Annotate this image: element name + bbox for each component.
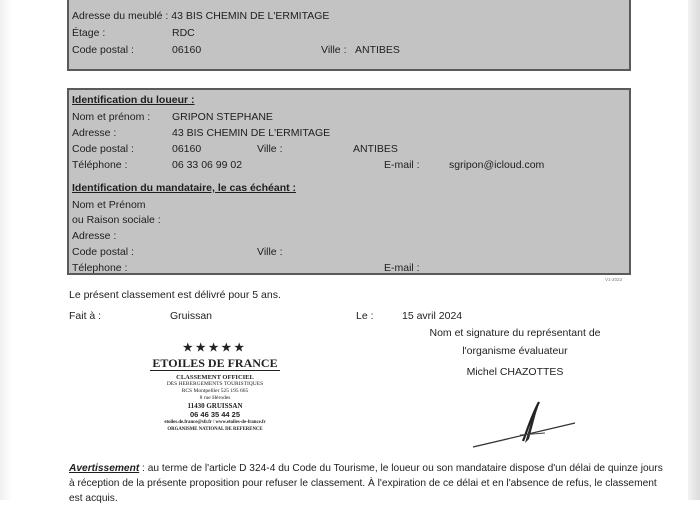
loueur-nom-value: GRIPON STEPHANE [172, 111, 273, 123]
etage-label: Étage : [72, 27, 106, 39]
date-value: 15 avril 2024 [402, 310, 463, 322]
stamp-line5: 11430 GRUISSAN [187, 402, 243, 410]
evaluator-name: Michel CHAZOTTES [466, 366, 564, 378]
loueur-ville-value: ANTIBES [353, 143, 398, 155]
le-label: Le : [356, 310, 374, 322]
mandataire-email-label: E-mail : [384, 262, 420, 274]
loueur-ville-label: Ville : [257, 143, 283, 155]
mandataire-telephone-label: Télephone : [72, 262, 128, 274]
loueur-adresse-value: 43 BIS CHEMIN DE L'ERMITAGE [172, 127, 331, 139]
ville-label: Ville : [321, 44, 347, 56]
stamp-line2: DES HEBERGEMENTS TOURISTIQUES [166, 381, 264, 387]
stamp-brand: ETOILES DE FRANCE [152, 356, 278, 370]
stamp-footer: ORGANISME NATIONAL DE REFERENCE [167, 427, 263, 432]
version-label: V1-2023 [605, 277, 623, 282]
warning-text: : au terme de l'article D 324-4 du Code du Tourisme, le loueur ou son mandataire dispose d'un délai de quinze jours à réception de la présente proposition pour refuser le classement. À l'expiration de ce délai et en l'absence de refus, le classement est acquis. [69, 463, 663, 504]
etoiles-de-france-stamp [140, 343, 290, 433]
mandataire-code-postal-label: Code postal : [72, 246, 134, 258]
warning-label: Avertissement [69, 463, 140, 474]
etage-value: RDC [172, 27, 195, 39]
code-postal-label: Code postal : [72, 44, 134, 56]
warning-paragraph [69, 461, 669, 506]
mandataire-nom-label-1: Nom et Prénom [72, 199, 146, 211]
adresse-meuble-value: 43 BIS CHEMIN DE L'ERMITAGE [171, 10, 330, 22]
stamp-phone: 06 46 35 44 25 [189, 410, 241, 419]
loueur-heading: Identification du loueur : [72, 94, 195, 106]
adresse-meuble-row [72, 10, 329, 22]
adresse-meuble-label: Adresse du meublé : [72, 10, 169, 22]
loueur-code-postal-value: 06160 [172, 143, 202, 155]
fait-a-value: Gruissan [170, 310, 213, 322]
signature-icon [465, 395, 615, 455]
scrollbar[interactable] [688, 0, 700, 500]
loueur-telephone-label: Téléphone : [72, 159, 128, 171]
fait-a-label: Fait à : [69, 310, 102, 322]
page-left-edge [0, 0, 12, 500]
loueur-nom-label: Nom et prénom : [72, 111, 151, 123]
stamp-line1: CLASSEMENT OFFICIEL [176, 374, 254, 381]
mandataire-nom-label-2: ou Raison sociale : [72, 214, 161, 226]
identification-section [67, 88, 631, 275]
loueur-telephone-value: 06 33 06 99 02 [172, 159, 243, 171]
ville-value: ANTIBES [355, 44, 400, 56]
logement-section [67, 0, 631, 71]
signature-caption-line1: Nom et signature du représentant de [429, 327, 601, 339]
stamp-line4: 8 rue Hérodes [199, 395, 231, 401]
stars-icon: ★★★★★ [182, 342, 248, 354]
loueur-code-postal-label: Code postal : [72, 143, 134, 155]
loueur-adresse-label: Adresse : [72, 127, 117, 139]
signature-caption-line2: l'organisme évaluateur [462, 345, 568, 357]
loueur-email-label: E-mail : [384, 159, 420, 171]
loueur-email-value: sgripon@icloud.com [449, 159, 545, 171]
stamp-line3: RCS Montpellier 525 195 665 [181, 388, 249, 394]
code-postal-value: 06160 [172, 44, 202, 56]
mandataire-adresse-label: Adresse : [72, 230, 117, 242]
mandataire-heading: Identification du mandataire, le cas échéant : [72, 182, 297, 194]
validity-text: Le présent classement est délivré pour 5 ans. [69, 289, 281, 301]
stamp-web: etoiles.de.france@sfr.fr / www.etoiles-de-france.fr [164, 420, 266, 425]
mandataire-ville-label: Ville : [257, 246, 283, 258]
